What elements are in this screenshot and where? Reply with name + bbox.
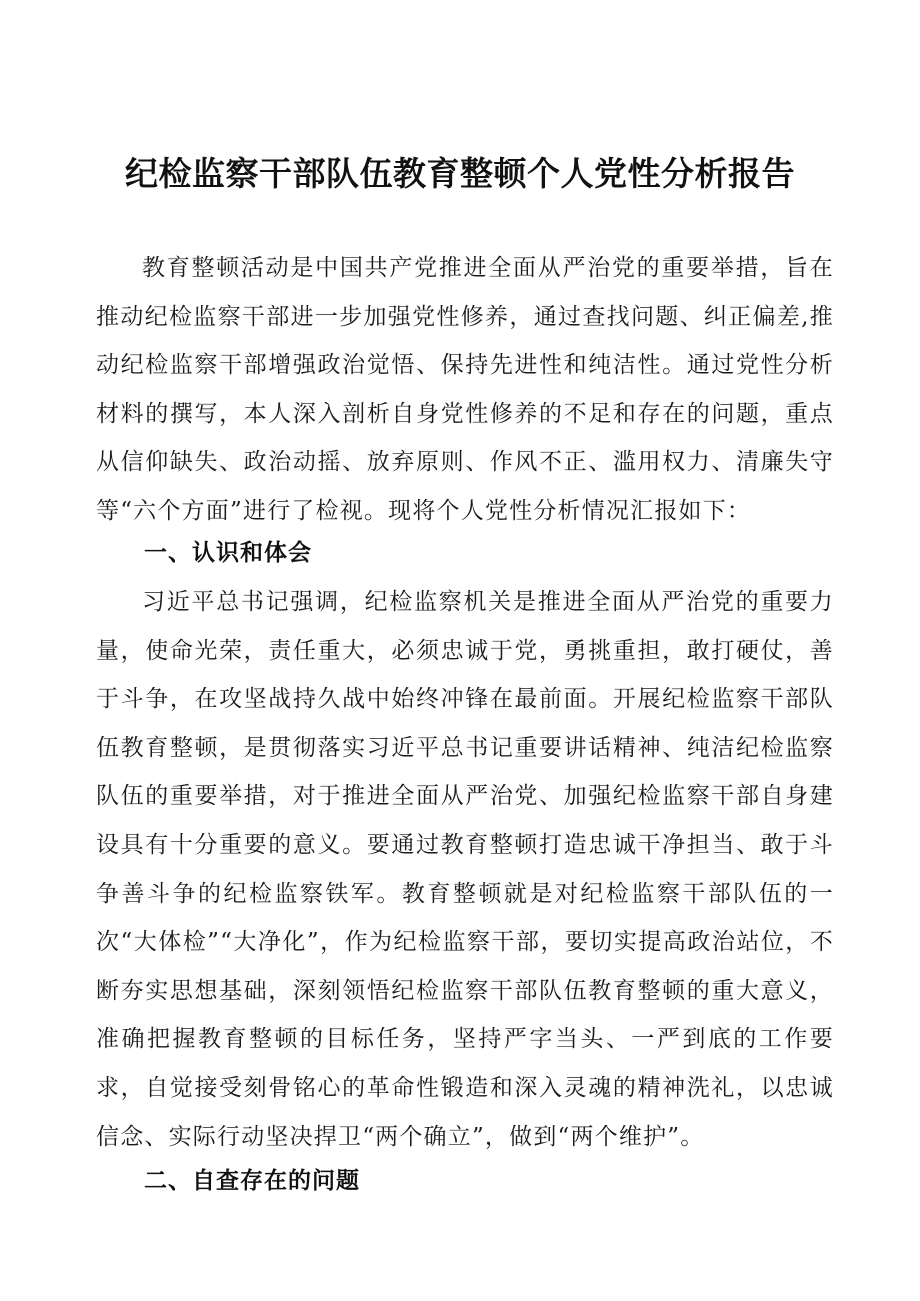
section1-paragraph-block xyxy=(96,578,834,1161)
section-heading-2: 二、自查存在的问题 xyxy=(144,1168,360,1194)
section-heading-1: 一、认识和体会 xyxy=(144,540,312,566)
section1-paragraph: 习近平总书记强调，纪检监察机关是推进全面从严治党的重要力量，使命光荣，责任重大，必须忠诚于党，勇挑重担，敢打硬仗，善于斗争，在攻坚战持久战中始终冲锋在最前面。开展纪检监察干部队伍教育整顿，是贯彻落实习近平总书记重要讲话精神、纯洁纪检监察队伍的重要举措，对于推进全面从严治党、加强纪检监察干部自身建设具有十分重要的意义。要通过教育整顿打造忠诚干净担当、敢于斗争善斗争的纪检监察铁军。教育整顿就是对纪检监察干部队伍的一次“大体检”“大净化”，作为纪检监察干部，要切实提高政治站位，不断夯实思想基础，深刻领悟纪检监察干部队伍教育整顿的重大意义，准确把握教育整顿的目标任务，坚持严字当头、一严到底的工作要求，自觉接受刻骨铭心的革命性锻造和深入灵魂的精神洗礼，以忠诚信念、实际行动坚决捍卫“两个确立”，做到“两个维护”。 xyxy=(96,589,834,1150)
intro-paragraph-block xyxy=(96,244,834,536)
intro-paragraph: 教育整顿活动是中国共产党推进全面从严治党的重要举措，旨在推动纪检监察干部进一步加强党性修养，通过查找问题、纠正偏差,推动纪检监察干部增强政治觉悟、保持先进性和纯洁性。通过党性分析材料的撰写，本人深入剖析自身党性修养的不足和存在的问题，重点从信仰缺失、政治动摇、放弃原则、作风不正、滥用权力、清廉失守等“六个方面”进行了检视。现将个人党性分析情况汇报如下： xyxy=(96,255,834,524)
document-title: 纪检监察干部队伍教育整顿个人党性分析报告 xyxy=(125,154,795,193)
